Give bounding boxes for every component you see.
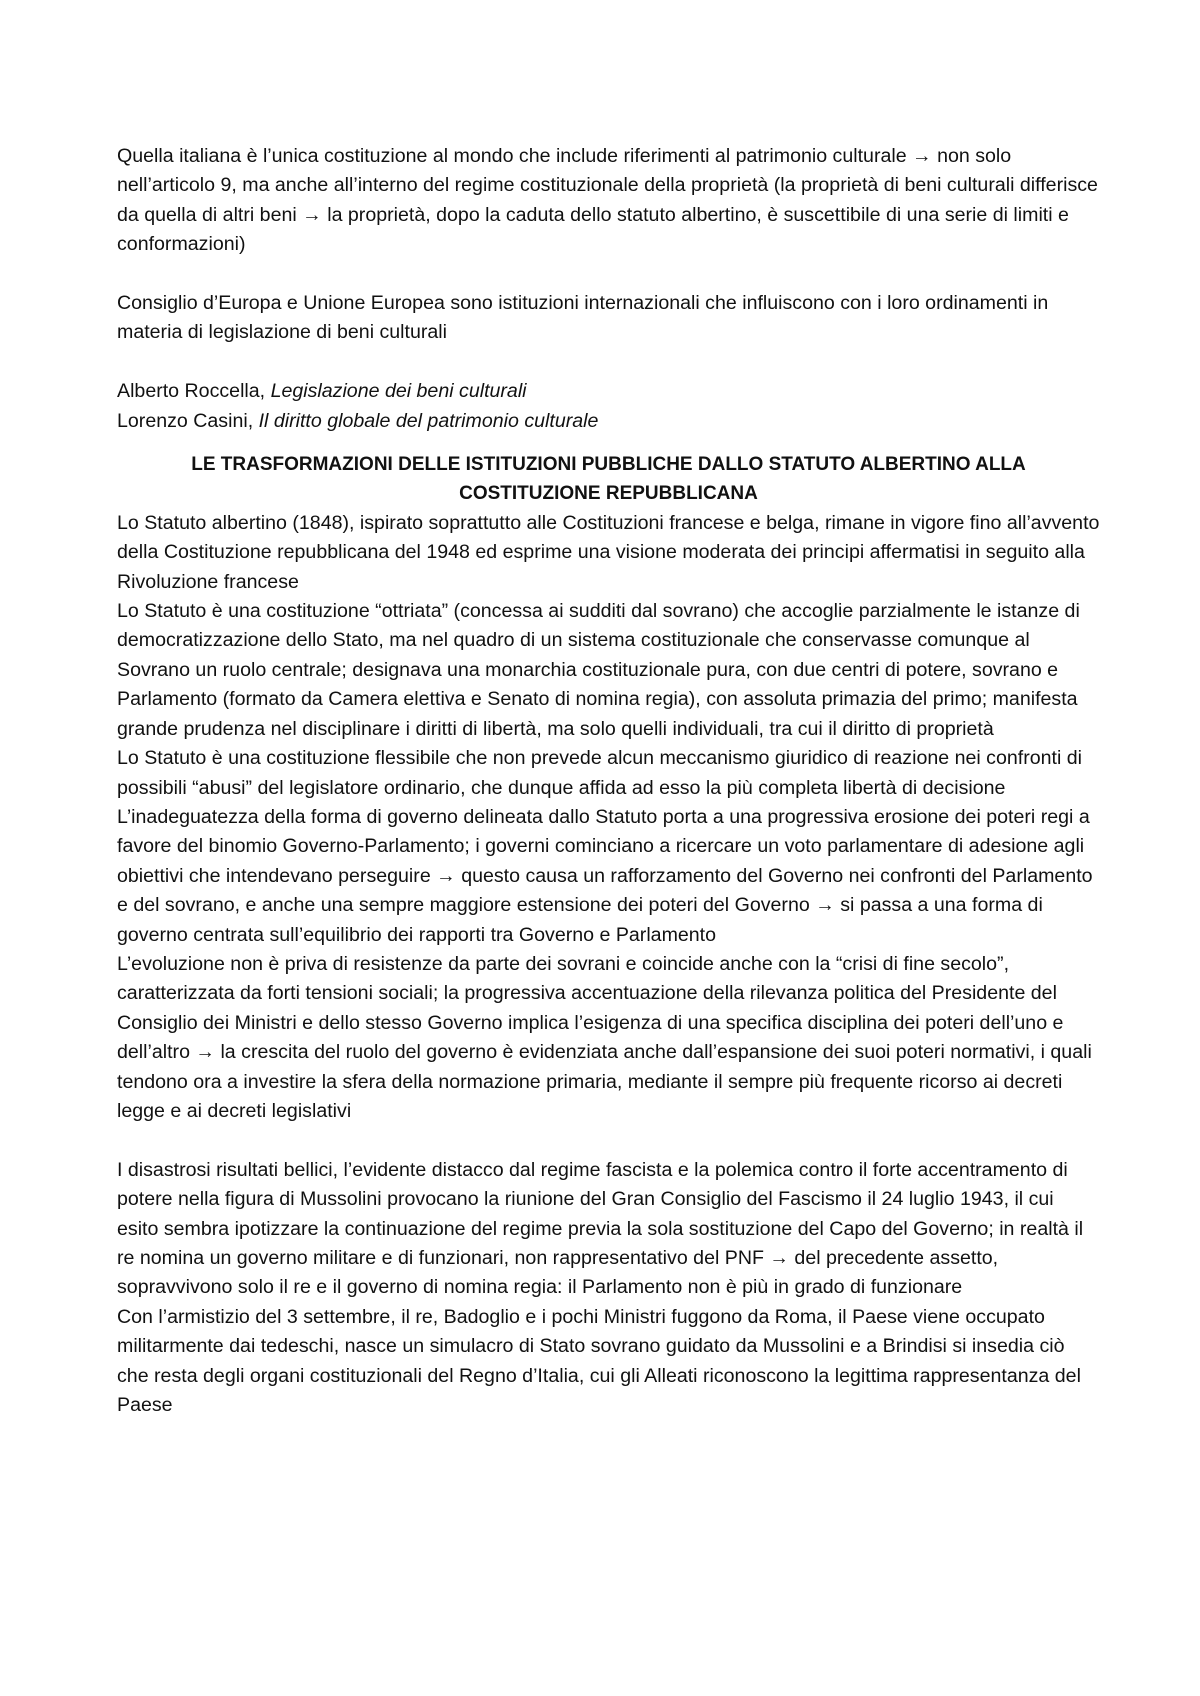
- spacer: [117, 260, 1100, 289]
- reference-title: Il diritto globale del patrimonio culturale: [258, 409, 599, 432]
- section-paragraph-6: I disastrosi risultati bellici, l’evidente distacco dal regime fascista e la polemica contro il forte accentramento di potere nella figura di Mussolini provocano la riunione del Gran Consiglio del Fascismo il 24 luglio 1943, il cui esito sembra ipotizzare la continuazione del regime previa la sola sostituzione del Capo del Governo; in realtà il re nomina un governo militare e di funzionari, non rappresentativo del PNF → del precedente assetto, sopravvivono solo il re e il governo di nomina regia: il Parlamento non è più in grado di funzionare: [117, 1158, 1084, 1299]
- section-paragraph-1: Lo Statuto albertino (1848), ispirato soprattutto alle Costituzioni francese e belga, rimane in vigore fino all’avvento della Costituzione repubblicana del 1948 ed esprime una visione moderata dei principi affermatisi in seguito alla Rivoluzione francese: [117, 511, 1100, 593]
- document-page: [117, 142, 1100, 1420]
- section-paragraph-7: Con l’armistizio del 3 settembre, il re, Badoglio e i pochi Ministri fuggono da Roma, il Paese viene occupato militarmente dai tedeschi, nasce un simulacro di Stato sovrano guidato da Mussolini e a Brindisi si insedia ciò che resta degli organi costituzionali del Regno d’Italia, cui gli Alleati riconoscono la legittima rappresentanza del Paese: [117, 1305, 1081, 1417]
- spacer: [117, 1126, 1100, 1155]
- reference-2: [117, 407, 1100, 436]
- section-paragraph-4: L’inadeguatezza della forma di governo delineata dallo Statuto porta a una progressiva erosione dei poteri regi a favore del binomio Governo-Parlamento; i governi cominciano a ricercare un voto parlamentare di adesione agli obiettivi che intendevano perseguire → questo causa un rafforzamento del Governo nei confronti del Parlamento e del sovrano, e anche una sempre maggiore estensione dei poteri del Governo → si passa a una forma di governo centrata sull’equilibrio dei rapporti tra Governo e Parlamento: [117, 805, 1093, 946]
- section-paragraph-3: Lo Statuto è una costituzione flessibile che non prevede alcun meccanismo giuridico di reazione nei confronti di possibili “abusi” del legislatore ordinario, che dunque affida ad esso la più completa libertà di decisione: [117, 747, 1083, 799]
- section-title-line-1: LE TRASFORMAZIONI DELLE ISTITUZIONI PUBBLICHE DALLO STATUTO ALBERTINO ALLA: [191, 454, 1026, 476]
- intro-paragraph-1: Quella italiana è l’unica costituzione al mondo che include riferimenti al patrimonio culturale → non solo nell’articolo 9, ma anche all’interno del regime costituzionale della proprietà (la proprietà di beni culturali differisce da quella di altri beni → la proprietà, dopo la caduta dello statuto albertino, è suscettibile di una serie di limiti e conformazioni): [117, 145, 1098, 256]
- reference-1: [117, 377, 1100, 406]
- reference-title: Legislazione dei beni culturali: [270, 380, 527, 403]
- reference-author: Lorenzo Casini,: [117, 409, 259, 432]
- section-paragraph-5: L’evoluzione non è priva di resistenze da parte dei sovrani e coincide anche con la “crisi di fine secolo”, caratterizzata da forti tensioni sociali; la progressiva accentuazione della rilevanza politica del Presidente del Consiglio dei Ministri e dello stesso Governo implica l’esigenza di una specifica disciplina dei poteri dell’uno e dell’altro → la crescita del ruolo del governo è evidenziata anche dall’espansione dei suoi poteri normativi, i quali tendono ora a investire la sfera della normazione primaria, mediante il sempre più frequente ricorso ai decreti legge e ai decreti legislativi: [117, 952, 1092, 1122]
- reference-author: Alberto Roccella,: [117, 380, 271, 403]
- section-title-line-2: COSTITUZIONE REPUBBLICANA: [459, 483, 758, 505]
- intro-paragraph-2: Consiglio d’Europa e Unione Europea sono istituzioni internazionali che influiscono con i loro ordinamenti in materia di legislazione di beni culturali: [117, 292, 1049, 344]
- spacer: [117, 348, 1100, 377]
- section-paragraph-2: Lo Statuto è una costituzione “ottriata” (concessa ai sudditi dal sovrano) che accoglie parzialmente le istanze di democratizzazione dello Stato, ma nel quadro di un sistema costituzionale che conservasse comunque al Sovrano un ruolo centrale; designava una monarchia costituzionale pura, con due centri di potere, sovrano e Parlamento (formato da Camera elettiva e Senato di nomina regia), con assoluta primazia del primo; manifesta grande prudenza nel disciplinare i diritti di libertà, ma solo quelli individuali, tra cui il diritto di proprietà: [117, 600, 1080, 740]
- section-title: [117, 450, 1100, 509]
